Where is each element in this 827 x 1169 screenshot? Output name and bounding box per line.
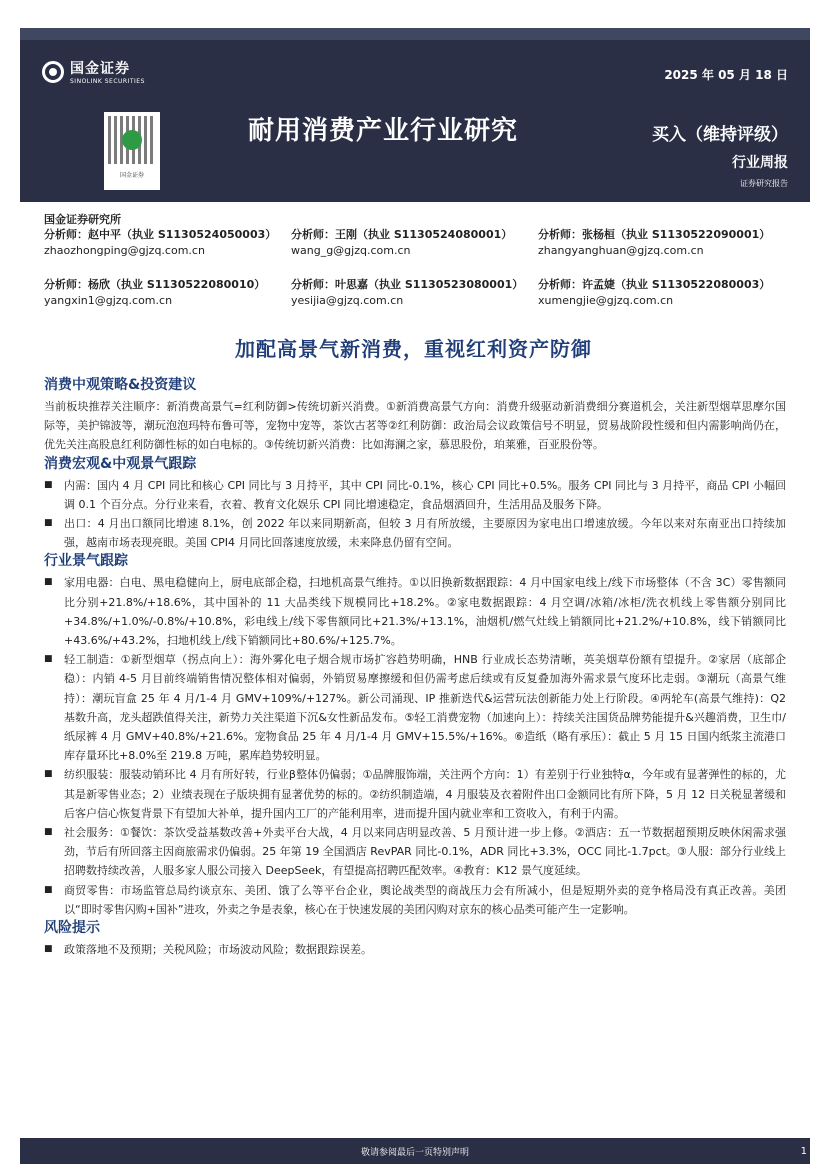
page-number: 1 [800,1146,807,1157]
footer-disclaimer: 敬请参阅最后一页特别声明 [360,1148,469,1158]
bullet-icon: ■ [44,577,53,588]
list-item [44,650,786,765]
rating-label: 买入（维持评级） [652,125,788,145]
bullet-text: 内需：国内 4 月 CPI 同比和核心 CPI 同比与 3 月持平，其中 CPI 同比-0.1%，核心 CPI 同比+0.5%。服务 CPI 同比与 3 月持平，商品 CPI 小幅回调 0.1 个百分点。分行业来看，衣着、教育文化娱乐 CPI 同比增速稳定，食品烟酒回升，生活用品及服务下降。 [64,478,786,511]
analyst-email[interactable]: wang_g@gjzq.com.cn [291,244,411,257]
header-top-band [20,28,810,40]
list-item [44,476,786,514]
analyst-email[interactable]: zhaozhongping@gjzq.com.cn [44,244,205,257]
analyst-card [44,227,291,259]
section-title-macro: 消费宏观&中观景气跟踪 [44,455,197,472]
bullet-icon: ■ [44,518,53,529]
analyst-email[interactable]: xumengjie@gjzq.com.cn [538,294,674,307]
qr-code [104,112,160,190]
analyst-card [538,227,798,259]
brand-logo [42,58,145,85]
bullet-text: 家用电器：白电、黑电稳健向上，厨电底部企稳，扫地机高景气维持。①以旧换新数据跟踪：4 月中国家电线上/线下市场整体（不含 3C）零售额同比分别+21.8%/+18.6%，其中国补的 11 大品类线下规模同比+18.2%。②家电数据跟踪：4 月空调/冰箱/冰柜/洗衣机线上零售额分别同比+34.8%/+1.0%/-0.8%/+10.8%，彩电线上/线下零售额同比+21.3%/+13.1%，油烟机/燃气灶线上销额同比+21.2%/+10.8%，线下销额同比+43.6%/+43.2%，扫地机线上/线下销额同比+80.6%/+125.7%。 [64,576,786,648]
analyst-card [44,277,291,309]
report-body [44,376,786,959]
bullet-text: 轻工制造：①新型烟草（拐点向上）：海外雾化电子烟合规市场扩容趋势明确，HNB 行业成长态势清晰，英美烟草份额有望提升。②家居（底部企稳）：内销 4-5 月目前终端销售情况整体相对偏弱，外销贸易摩擦缓和但仍需考虑后续或有反复叠加海外需求景气度环比走弱。③潮玩（高景气维持）：潮玩盲盒 25 年 4 月/1-4 月 GMV+109%/+127%。新公司涌现、IP 推新迭代&运营玩法创新能力处上行阶段。④两轮车(高景气维持)：Q2 基数升高，龙头超跌值得关注，新势力关注渠道下沉&女性新品发布。⑤轻工消费宠物（加速向上）：持续关注国货品牌势能提升&兴趣消费，卫生巾/纸尿裤 4 月 GMV+40.8%/+21.6%。宠物食品 25 年 4 月/1-4 月 GMV+15.5%/+16%。⑥造纸（略有承压）：截止 5 月 15 日国内纸浆主流港口库存量环比+8.0%至 219.8 万吨，累库趋势较明显。 [64,653,786,763]
list-item [44,823,786,881]
analyst-email[interactable]: zhangyanghuan@gjzq.com.cn [538,244,704,257]
report-date: 2025 年 05 月 18 日 [664,68,788,82]
section-title-industry: 行业景气跟踪 [44,553,128,570]
analyst-name: 分析师：赵中平（执业 S1130524050003） [44,228,277,241]
bullet-text: 纺织服装：服装动销环比 4 月有所好转，行业β整体仍偏弱；①品牌服饰端，关注两个方向：1）有差别于行业独特α，今年或有显著弹性的标的，尤其是新零售业态；2）业绩表现在子版块拥有显著优势的标的。②纺织制造端，4 月服装及衣着附件出口金额同比有所下降，5 月 12 日关税显著缓和后客户信心恢复背景下有望加大补单，提升国内工厂的产能利用率，进而提升国内就业率和工资收入，有利于内需。 [64,768,786,820]
bullet-icon: ■ [44,944,53,955]
analyst-name: 分析师：张杨桓（执业 S1130522090001） [538,228,771,241]
list-item [44,940,786,959]
bullet-icon: ■ [44,479,53,490]
analyst-email[interactable]: yesijia@gjzq.com.cn [291,294,404,307]
logo-cn-text: 国金证券 [70,61,130,77]
analyst-card [538,277,798,309]
bullet-text: 社会服务：①餐饮：茶饮受益基数改善+外卖平台大战，4 月以来同店明显改善、5 月预计进一步上修。②酒店：五一节数据超预期反映休闲需求强劲，节后有所回落主因商旅需求仍偏弱。25 年第 19 全国酒店 RevPAR 同比-0.1%，ADR 同比+3.3%，OCC 同比-1.7pct。③人服：部分行业线上招聘数持续改善，人服多家人服公司接入 DeepSeek，有望提高招聘匹配效率。④教育：K12 景气度延续。 [64,826,786,878]
bullet-icon: ■ [44,827,53,838]
page-footer [20,1138,810,1164]
bullet-icon: ■ [44,654,53,665]
bullet-icon: ■ [44,769,53,780]
report-type: 行业周报 [732,155,788,171]
header-banner [20,28,810,202]
list-item [44,573,786,650]
analyst-card [291,277,538,309]
bullet-text: 出口：4 月出口额同比增速 8.1%，创 2022 年以来同期新高，但较 3 月有所放缓，主要原因为家电出口增速放缓。今年以来对东南亚出口持续加强，越南市场表现亮眼。美国 CPI4 月同比回落速度放缓，未来降息仍留有空间。 [64,517,786,550]
analyst-name: 分析师：杨欣（执业 S1130522080010） [44,278,266,291]
analyst-list [44,227,804,327]
bullet-text: 商贸零售：市场监管总局约谈京东、美团、饿了么等平台企业，舆论战类型的商战压力会有所减小，但是短期外卖的竞争格局没有真正改善。美团以“即时零售闪购+国补”进攻，外卖之争是表象，核心在于快速发展的美团闪购对京东的核心品类可能产生一定影响。 [64,883,786,916]
list-item [44,881,786,919]
institute-name: 国金证券研究所 [44,213,121,226]
analyst-card [291,227,538,259]
report-subtype: 证券研究报告 [740,179,788,188]
strategy-paragraph: 当前板块推荐关注顺序：新消费高景气=红利防御>传统切新兴消费。①新消费高景气方向：消费升级驱动新消费细分赛道机会，关注新型烟草思摩尔国际等，美护锦波等，潮玩泡泡玛特布鲁可等，宠物中宠等，茶饮古茗等②红利防御：政治局会议政策信号不明显，贸易战阶段性缓和但内需影响尚仍在，优先关注高股息红利防御性标的如白电标的。③传统切新兴消费：比如海澜之家，慕思股份，珀莱雅，百亚股份等。 [44,400,786,452]
bullet-icon: ■ [44,884,53,895]
bullet-text: 政策落地不及预期；关税风险；市场波动风险；数据跟踪误差。 [64,943,372,957]
analyst-name: 分析师：王刚（执业 S1130524080001） [291,228,513,241]
qr-caption: 国金证券 [119,172,144,179]
section-title-risk: 风险提示 [44,920,100,937]
analyst-name: 分析师：许孟婕（执业 S1130522080003） [538,278,771,291]
logo-en-text: SINOLINK SECURITIES [70,78,145,85]
logo-icon [42,61,64,83]
list-item [44,765,786,823]
report-header [20,28,810,202]
report-headline: 加配高景气新消费，重视红利资产防御 [235,337,592,361]
section-title-strategy: 消费中观策略&投资建议 [44,377,197,393]
report-title: 耐用消费产业行业研究 [248,116,519,146]
analyst-name: 分析师：叶思嘉（执业 S1130523080001） [291,278,524,291]
list-item [44,514,786,552]
qr-center-icon [122,130,142,150]
analyst-email[interactable]: yangxin1@gjzq.com.cn [44,294,173,307]
